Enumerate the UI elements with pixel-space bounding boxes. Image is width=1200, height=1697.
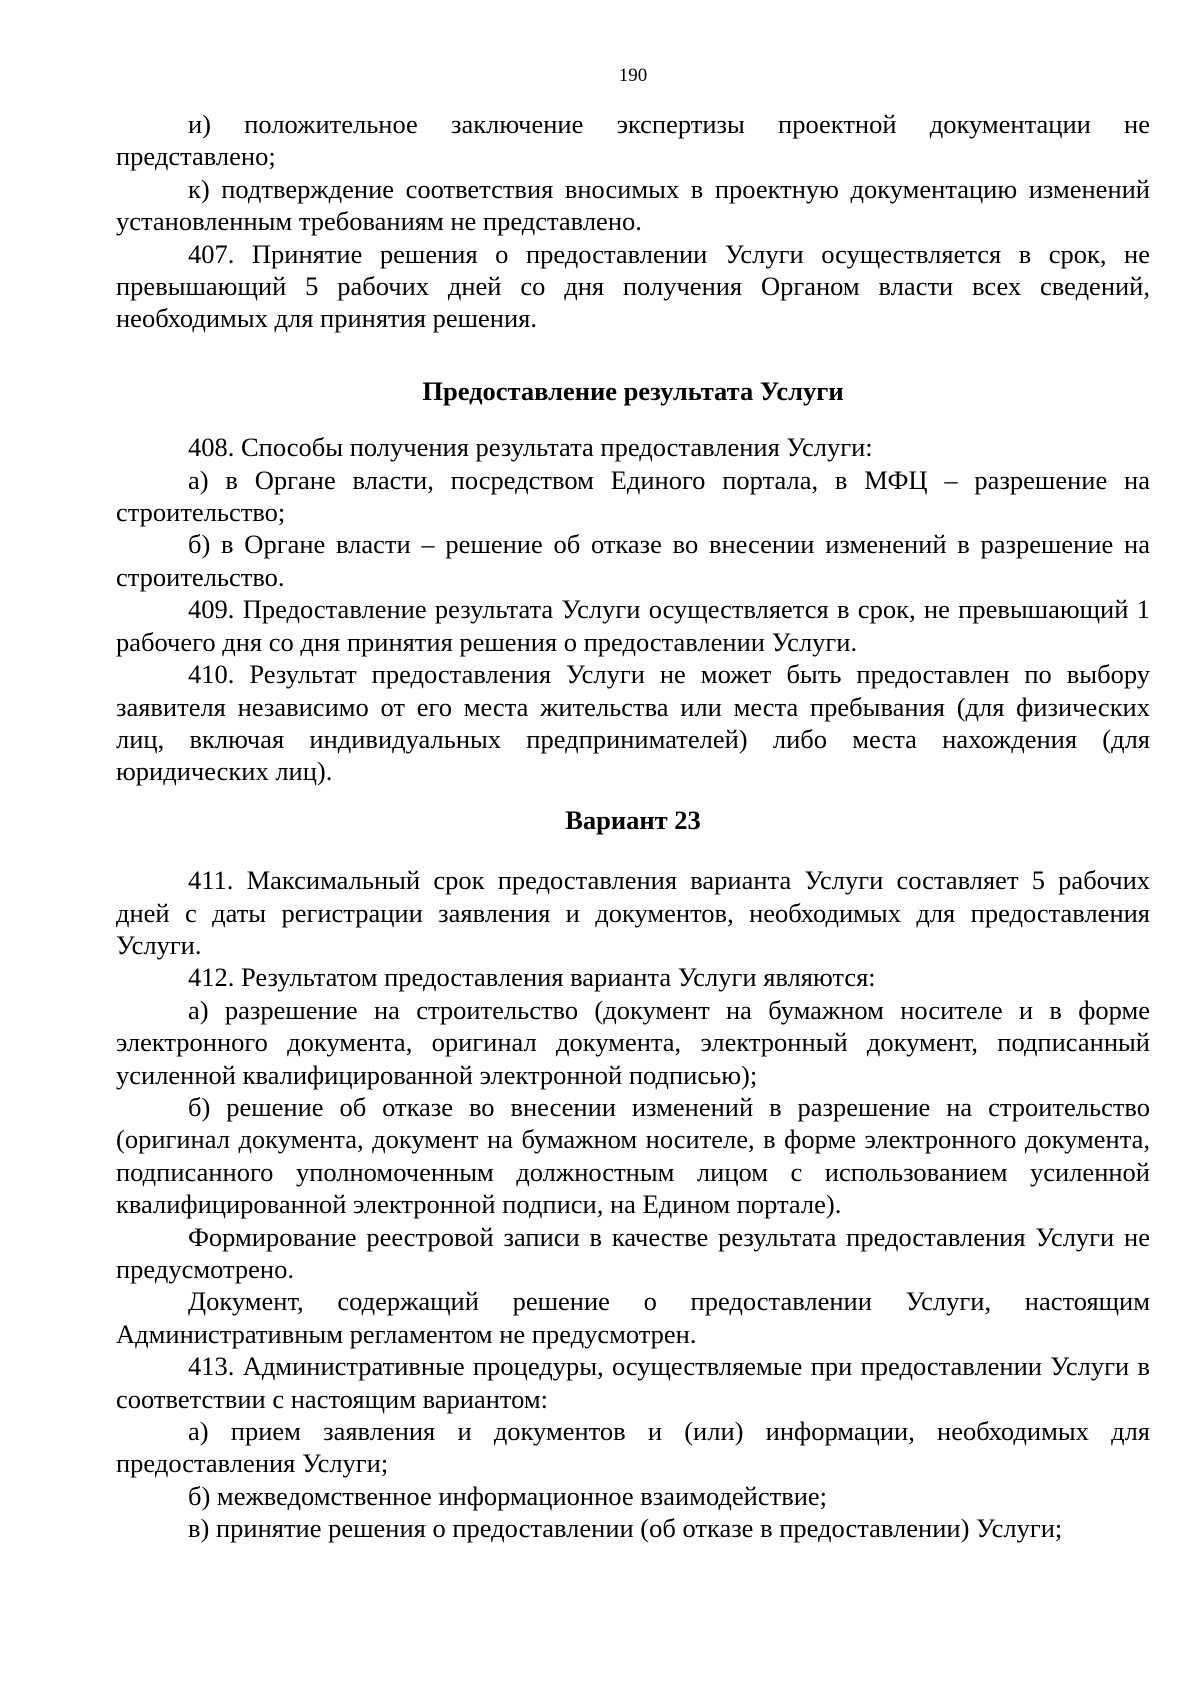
paragraph: а) разрешение на строительство (документ на бумажном носителе и в форме электронного документа, оригинал документа, электронный документ, подписанный усиленной квалифицированной электронной подписью); <box>116 994 1150 1090</box>
paragraph: 412. Результатом предоставления варианта Услуги являются: <box>188 962 876 993</box>
paragraph: к) подтверждение соответствия вносимых в проектную документацию изменений установленным требованиям не представлено. <box>116 173 1150 237</box>
paragraph: в) принятие решения о предоставлении (об отказе в предоставлении) Услуги; <box>188 1513 1063 1544</box>
paragraph: 408. Способы получения результата предоставления Услуги: <box>188 432 873 463</box>
paragraph: Документ, содержащий решение о предоставлении Услуги, настоящим Административным регламентом не предусмотрен. <box>116 1286 1150 1349</box>
paragraph: и) положительное заключение экспертизы проектной документации не представлено; <box>116 109 1150 172</box>
paragraph: 407. Принятие решения о предоставлении Услуги осуществляется в срок, не превышающий 5 рабочих дней со дня получения Органом власти всех сведений, необходимых для принятия решения. <box>116 238 1150 334</box>
paragraph: 410. Результат предоставления Услуги не может быть предоставлен по выбору заявителя независимо от его места жительства или места пребывания (для физических лиц, включая индивидуальных предпринимателей) либо места нахождения (для юридических лиц). <box>116 659 1150 787</box>
page-number: 190 <box>618 65 648 86</box>
paragraph: б) решение об отказе во внесении изменений в разрешение на строительство (оригинал документа, документ на бумажном носителе, в форме электронного документа, подписанного уполномоченным должностным лицом с использованием усиленной квалифицированной электронной подписи, на Едином портале). <box>116 1091 1150 1220</box>
section-heading: Предоставление результата Услуги <box>422 375 844 406</box>
paragraph: б) межведомственное информационное взаимодействие; <box>188 1480 828 1511</box>
paragraph: 409. Предоставление результата Услуги осуществляется в срок, не превышающий 1 рабочего дня со дня принятия решения о предоставлении Услуги. <box>116 594 1150 657</box>
paragraph: а) в Органе власти, посредством Единого портала, в МФЦ – разрешение на строительство; <box>116 464 1150 528</box>
section-heading: Вариант 23 <box>565 804 701 835</box>
paragraph: а) прием заявления и документов и (или) информации, необходимых для предоставления Услуги; <box>116 1416 1150 1479</box>
document-page <box>116 66 1150 1545</box>
paragraph: 413. Административные процедуры, осуществляемые при предоставлении Услуги в соответствии с настоящим вариантом: <box>116 1351 1150 1414</box>
paragraph: б) в Органе власти – решение об отказе во внесении изменений в разрешение на строительство. <box>116 529 1150 592</box>
paragraph: 411. Максимальный срок предоставления варианта Услуги составляет 5 рабочих дней с даты регистрации заявления и документов, необходимых для предоставления Услуги. <box>116 865 1150 960</box>
paragraph: Формирование реестровой записи в качестве результата предоставления Услуги не предусмотрено. <box>116 1221 1150 1284</box>
